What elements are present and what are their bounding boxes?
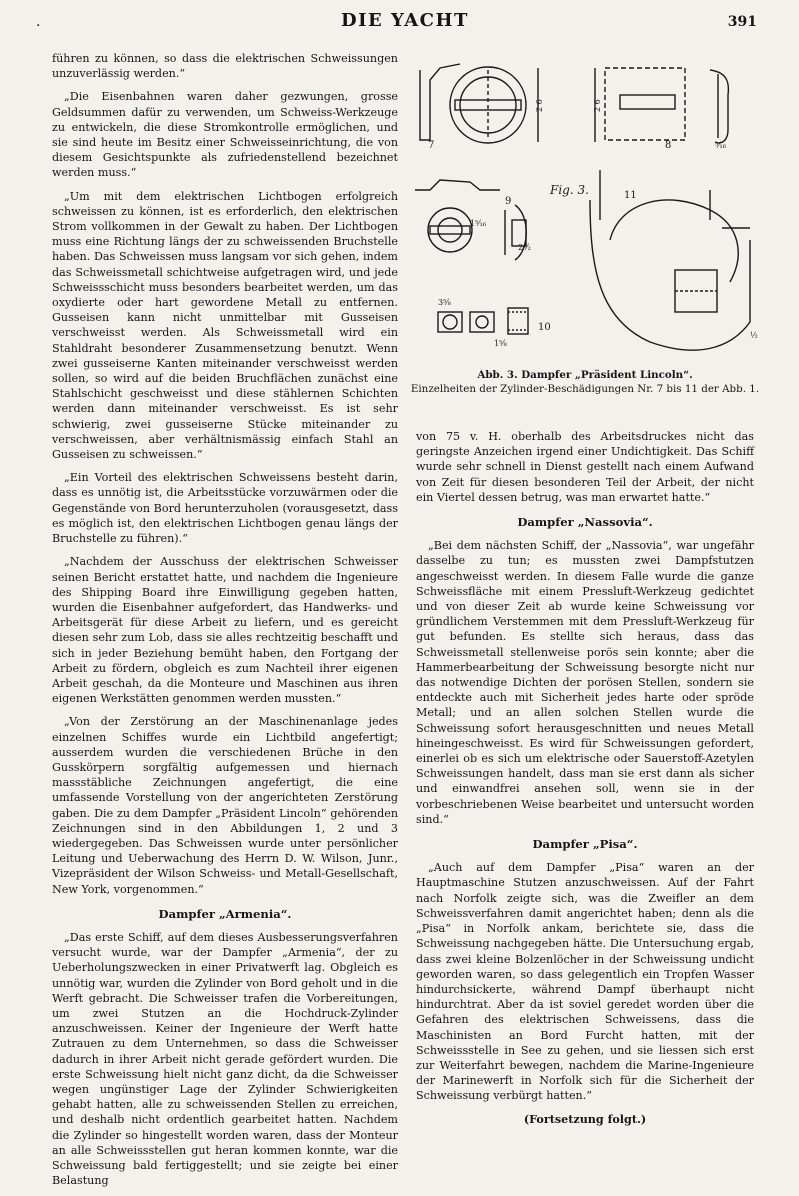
paragraph: von 75 v. H. oberhalb des Arbeitsdruckes nicht das geringste Anzeichen irgend einer Undichtigkeit. Das Schiff wurde sehr schnell in Dienst gestellt nach einem Aufwand von Zeit für diesen besonderen Teil der Arbeit, der nicht ein Viertel dessen betrug, was man erwartet hatte.“ xyxy=(416,430,754,504)
dimension-label: 1⁵⁄₈ xyxy=(494,339,507,348)
page-number: 391 xyxy=(727,14,757,30)
paragraph: „Nachdem der Ausschuss der elektrischen Schweisser seinen Bericht erstattet hatte, und nachdem die Ingenieure des Shipping Board ihre Einwilligung gegeben hatten, wurden die Eisenbahner aufgefordert, das Handwerks- und Arbeitsgerät für diese Arbeit zu liefern, und es gereicht diesen sehr zum Lob, dass sie alles rechtzeitig beschafft und sich in jeder Beziehung bemüht haben, den Fortgang der Arbeit zu fördern, obgleich es zum Nachteil ihrer eigenen Arbeit geschah, da die Monteure und Maschinen aus ihren eigenen Werkstätten genommen werden mussten.“ xyxy=(52,555,398,706)
figure-number-11: 11 xyxy=(624,190,637,201)
continuation-note: (Fortsetzung folgt.) xyxy=(523,1112,647,1126)
dimension-label: ⁵⁄₁₆ xyxy=(715,141,726,150)
figure-number-7: 7 xyxy=(428,140,435,151)
page-header xyxy=(0,8,799,32)
paragraph: „Bei dem nächsten Schiff, der „Nassovia“, war ungefähr dasselbe zu tun; es mussten zwei Dampfstutzen angeschweisst werden. In diesem Falle wurde die ganze Schweissfläche mit einem Pressluft-Werkzeug gedichtet und von dieser Zeit ab wurde keine Schweissung vor gründlichem Verstemmen mit dem Pressluft-Werkzeug für gut befunden. Es stellte sich heraus, dass das Schweissmetall stellenweise porös sein konnte; aber die Hammerbearbeitung der Schweissung besorgte nicht nur das notwendige Dichten der porösen Stellen, sondern sie entdeckte auch mit Sicherheit jedes harte oder spröde Metall; und an allen solchen Stellen wurde die Schweissung sofort herausgeschnitten und neues Metall hineingeschweisst. Es wird für Schweissungen gefordert, einerlei ob es sich um elektrische oder Sauerstoff-Azetylen Schweissungen handelt, dass man sie erst dann als sicher und einwandfrei ansehen soll, wenn sie in der vorbeschriebenen Weise bearbeitet und untersucht worden sind.“ xyxy=(416,539,754,826)
caption-title: Abb. 3. Dampfer „Präsident Lincoln“. xyxy=(477,369,693,381)
right-column xyxy=(416,429,754,1135)
caption-text: Einzelheiten der Zylinder-Beschädigungen Nr. 7 bis 11 der Abb. 1. xyxy=(410,383,760,395)
section-heading-nassovia: Dampfer „Nassovia“. xyxy=(517,515,653,530)
paragraph: „Ein Vorteil des elektrischen Schweissens besteht darin, dass es unnötig ist, die Arbeitsstücke vorzuwärmen oder die Gegenstände von Bord herunterzuholen (vorausgesetzt, dass es möglich ist, den elektrischen Lichtbogen genau längs der Bruchstelle zu führen).“ xyxy=(52,471,398,546)
dimension-label: 1⁵⁄₁₆ xyxy=(470,219,487,228)
dimension-label: 2 6 xyxy=(535,99,544,112)
paragraph: „Die Eisenbahnen waren daher gezwungen, grosse Geldsummen dafür zu verwenden, um Schweiss-Werkzeuge zu entwickeln, die diese Stromkontrolle ermöglichen, und sie sind heute im Besitz einer Schweisseinrichtung, die von diesem Gesichtspunkte als zufriedenstellend bezeichnet werden muss.“ xyxy=(52,90,398,180)
figure-caption xyxy=(410,368,760,396)
paragraph: führen zu können, so dass die elektrischen Schweissungen unzuverlässig werden.“ xyxy=(52,52,398,81)
figure-number-9: 9 xyxy=(505,196,512,207)
figure-label: Fig. 3. xyxy=(550,183,589,197)
figure-number-8: 8 xyxy=(665,140,672,151)
dimension-label: 2¹⁄₂ xyxy=(518,243,531,252)
paragraph: „Das erste Schiff, auf dem dieses Ausbesserungsverfahren versucht wurde, war der Dampfer „Armenia“, der zu Ueberholungszwecken in einer Privatwerft lag. Obgleich es unnötig war, wurden die Zylinder von Bord geholt und in die Werft gebracht. Die Schweisser trafen die Vorbereitungen, um zwei Stutzen an die Hochdruck-Zylinder anzuschweissen. Keiner der Ingenieure der Werft hatte Zutrauen zu dem Unternehmen, so dass die Schweisser dadurch in ihrer Arbeit nicht gerade gefördert wurden. Die erste Schweissung hielt nicht ganz dicht, da die Schweisser wegen ungünstiger Lage der Zylinder Schwierigkeiten gehabt hatten, alle zu schweissenden Stellen zu erreichen, und deshalb nicht ordentlich gearbeitet hatten. Nachdem die Zylinder so hingestellt worden waren, dass der Monteur an alle Schweissstellen gut heran kommen konnte, war die Schweissung bald fertiggestellt; und sie zeigte bei einer Belastung xyxy=(52,930,398,1188)
left-column xyxy=(52,51,398,1196)
page-mark: . xyxy=(36,14,41,30)
dimension-label: 3⁵⁄₈ xyxy=(438,298,451,307)
journal-title: DIE YACHT xyxy=(341,10,469,31)
figure-number-10: 10 xyxy=(538,322,551,333)
paragraph: „Um mit dem elektrischen Lichtbogen erfolgreich schweissen zu können, ist es erforderlich, den elektrischen Strom vollkommen in der Gewalt zu haben. Der Lichtbogen muss eine Richtung längs der zu schweissenden Bruchstelle haben. Das Schweissen muss langsam vor sich gehen, indem das Schweissmetall schichtweise aufgetragen wird, und jede Schweissschicht muss besonders bearbeitet werden, um das oxydierte oder hart gewordene Metall zu entfernen. Gusseisen kann nicht unmittelbar mit Gusseisen verschweisst werden. Als Schweissmetall wird ein Stahldraht besonderer Zusammensetzung benutzt. Wenn zwei gusseiserne Kanten miteinander verschweisst werden sollen, so wird auf die beiden Bruchflächen zunächst eine Stahlschicht geschweisst und diese stählernen Schichten werden dann miteinander verschweisst. Es ist sehr schwierig, zwei gusseiserne Stücke miteinander zu verschweissen, aber verhältnismässig einfach Stahl an Gusseisen zu schweissen.“ xyxy=(52,189,398,462)
cylinder-detail-drawing xyxy=(410,50,760,365)
technical-drawing xyxy=(410,50,760,365)
section-heading-pisa: Dampfer „Pisa“. xyxy=(532,837,638,852)
dimension-label: 2 6 xyxy=(593,99,602,112)
dimension-label: ½ xyxy=(750,331,758,340)
paragraph: „Von der Zerstörung an der Maschinenanlage jedes einzelnen Schiffes wurde ein Lichtbild angefertigt; ausserdem wurden die verschiedenen Brüche in den Gusskörpern sorgfältig aufgemessen und hiernach massstäbliche Zeichnungen angefertigt, die eine umfassende Vorstellung von der angerichteten Zerstörung gaben. Die zu dem Dampfer „Präsident Lincoln“ gehörenden Zeichnungen sind in den Abbildungen 1, 2 und 3 wiedergegeben. Das Schweissen wurde unter persönlicher Leitung und Ueberwachung des Herrn D. W. Wilson, Junr., Vizepräsident der Wilson Schweiss- und Metall-Gesellschaft, New York, vorgenommen.“ xyxy=(52,715,398,896)
paragraph: „Auch auf dem Dampfer „Pisa“ waren an der Hauptmaschine Stutzen anzuschweissen. Auf der Fahrt nach Norfolk zeigte sich, was die Zweifler an dem Schweissverfahren damit angerichtet haben; denn als die „Pisa“ in Norfolk ankam, berichtete sie, dass die Schweissung nachgegeben hätte. Die Untersuchung ergab, dass zwei kleine Bolzenlöcher in der Schweissung undicht geworden waren, so dass gelegentlich ein Tropfen Wasser hindurchsickerte, während Dampf überhaupt nicht hindurchtrat. Aber da ist soviel geredet worden über die Gefahren des elektrischen Schweissens, dass die Maschinisten an Bord Furcht hatten, mit der Schweissstelle in See zu gehen, und sie liessen sich erst zur Weiterfahrt bewegen, nachdem die Marine-Ingenieure der Marinewerft in Norfolk sich für die Sicherheit der Schweissung verbürgt hatten.“ xyxy=(416,861,754,1103)
section-heading-armenia: Dampfer „Armenia“. xyxy=(158,906,292,921)
